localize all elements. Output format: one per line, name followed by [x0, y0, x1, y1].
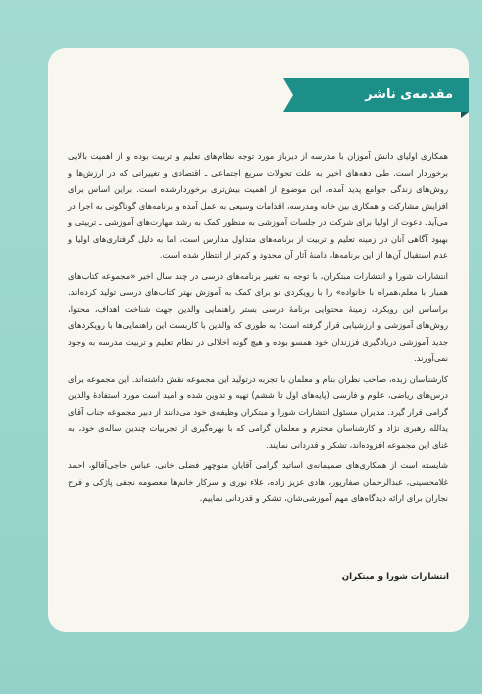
title-banner — [293, 78, 469, 112]
paragraph-2: انتشارات شورا و انتشارات مبتکران، با توجه به تغییر برنامه‌های درسی در چند سال اخیر «مجموعه کتاب‌های همیار با معلم،همراه با خانواده» را با رویکردی نو برای کمک به آموزش بهتر کتاب‌های درسی تولید کرده‌اند. براساس این رویکرد، زمینهٔ محتوایی برنامهٔ درسی بستر راهنمایی والدین جهت شناخت اهداف، محتوا، روش‌های آموزشی و ارزشیابی قرار گرفته است؛ به طوری که والدین با کاربست این راهنمایی‌ها با رویکردهای جدید آموزشی دریادگیری فرزندان خود همسو بوده و هیچ گونه اخلالی در نظام تعلیم و تربیت مدرسه به وجود نمی‌آورند. — [68, 270, 448, 363]
paragraph-3: کارشناسان زبده، صاحب نظران بنام و معلمان با تجربه درتولید این مجموعه نقش داشته‌اند. این مجموعه برای درس‌های ریاضی، علوم و فارسی (پایه‌های اول تا ششم) تهیه و تدوین شده و امید است مورد استفادهٔ والدین گرامی قرار گیرد. مدیران مسئول انتشارات شورا و مبتکران وظیفه‌ی خود می‌دانند از دبیر مجموعه جناب آقای یدالله رهبری نژاد و کارشناسان محترم و معلمان گرامی که با بهره‌گیری از تجربیات چندین ساله‌ی خود، به غنای این مجموعه افزوده‌اند، تشکر و قدردانی نمایند. — [68, 373, 448, 450]
paragraph-1: همکاری اولیای دانش آموزان با مدرسه از دیرباز مورد توجه نظام‌های تعلیم و تربیت بوده و از اهمیت بالایی برخوردار است. طی دهه‌های اخیر به علت تحولات سریع اجتماعی ـ اقتصادی و تغییراتی که در ارزش‌ها و روش‌های زندگی جوامع پدید آمده، این موضوع از اهمیت بیش‌تری برخوردارشده است. براین اساس برای افزایش مشارکت و همکاری بین خانه ومدرسه، اقدامات وسیعی به عمل آمده و برنامه‌های گوناگونی به اجرا در می‌آید. دعوت از اولیا برای شرکت در جلسات آموزشی به منظور کمک به رشد مهارت‌های آموزشی ـ تربیتی و بهبود آگاهی آنان در زمینه تعلیم و تربیت از برنامه‌های متداول مدارس است، اما به دلیل گرفتاری‌های اولیا و عدم استقبال آن‌ها از این برنامه‌ها، دامنهٔ آثار آن محدود و کم‌تر از انتظار شده است. — [68, 151, 448, 260]
publisher-signature: انتشارات شورا و مبتکران — [341, 572, 449, 582]
page-title: مقدمه‌ی ناشر — [365, 87, 453, 102]
content-card — [48, 48, 469, 632]
paragraph-4: شایسته است از همکاری‌های صمیمانه‌ی اساتید گرامی آقایان منوچهر فضلی خانی، عباس حاجی‌آقالو، احمد غلامحسینی، عبدالرحمان صفارپور، هادی عزیز زاده، علاء نوری و سرکار خانم‌ها معصومه نجفی پاژکی و فرح نجاران برای ارائه دیدگاه‌های مهم آموزشی‌شان، تشکر و قدردانی نماییم. — [68, 460, 448, 503]
banner-fold — [461, 112, 469, 118]
body-text — [68, 148, 448, 511]
